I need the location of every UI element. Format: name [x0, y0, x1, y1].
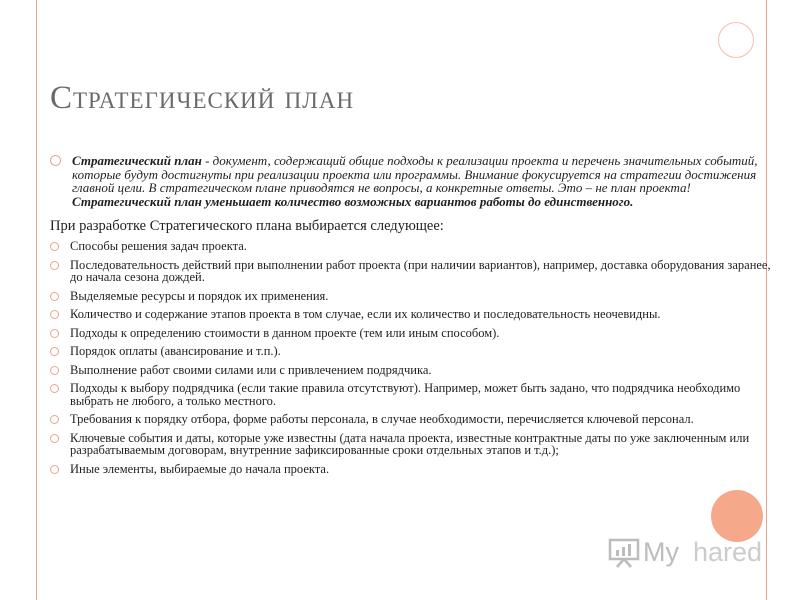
accent-circle — [711, 490, 763, 542]
list-item — [50, 259, 776, 284]
list-item — [50, 327, 776, 340]
selection-list — [50, 240, 776, 475]
list-item-text: Количество и содержание этапов проекта в том случае, если их количество и последовательность неочевидны. — [70, 307, 661, 321]
circle-bullet-icon — [50, 366, 59, 375]
list-item — [50, 290, 776, 303]
list-item — [50, 240, 776, 253]
list-item-text: Подходы к определению стоимости в данном проекте (тем или иным способом). — [70, 325, 500, 340]
list-item-text: Ключевые события и даты, которые уже известны (дата начала проекта, известные контрактные даты по уже заключенным или разрабатываемым договорам, внутренние зафиксированные сроки отдельных этапов и т.д.); — [70, 430, 750, 457]
left-border-line — [36, 0, 37, 600]
circle-bullet-icon — [50, 261, 59, 270]
list-item-text: Подходы к выбору подрядчика (если такие правила отсутствуют). Например, может быть задано, что подрядчика необходимо выбрать не любого, а только местного. — [70, 381, 741, 408]
circle-bullet-icon — [50, 292, 59, 301]
circle-bullet-icon — [50, 329, 59, 338]
presentation-board-icon — [607, 538, 641, 568]
circle-bullet-icon — [50, 347, 59, 356]
circle-bullet-icon — [50, 434, 59, 443]
watermark-prefix: My — [643, 537, 679, 567]
list-item-text: Последовательность действий при выполнении работ проекта (при наличии вариантов), например, доставка оборудования заранее, до начала сезона дождей. — [70, 257, 771, 284]
slide-title: Стратегический план — [50, 80, 355, 116]
list-item-text: Иные элементы, выбираемые до начала проекта. — [70, 461, 330, 476]
circle-bullet-icon — [50, 415, 59, 424]
list-item — [50, 463, 776, 476]
list-item — [50, 364, 776, 377]
list-item — [50, 382, 776, 407]
list-item-text: Требования к порядку отбора, форме работы персонала, в случае необходимости, перечисляется ключевой персонал. — [70, 412, 694, 426]
circle-bullet-icon — [50, 310, 59, 319]
lead-emphasis: Стратегический план уменьшает количество возможных вариантов работы до единственного. — [72, 193, 634, 209]
lead-paragraph — [50, 154, 776, 208]
list-item — [50, 432, 776, 457]
circle-bullet-icon — [50, 384, 59, 393]
watermark-logo — [607, 537, 762, 568]
list-item-text: Выделяемые ресурсы и порядок их применения. — [70, 288, 329, 303]
circle-bullet-icon — [50, 155, 61, 166]
lead-text — [72, 154, 776, 208]
list-item — [50, 308, 776, 321]
circle-bullet-icon — [50, 242, 59, 251]
decorative-circle — [718, 22, 754, 58]
lead-term: Стратегический план — [72, 153, 202, 168]
list-item — [50, 345, 776, 358]
list-item-text: Выполнение работ своими силами или с привлечением подрядчика. — [70, 362, 432, 377]
slide-content — [50, 154, 776, 475]
intro-text: При разработке Стратегического плана выбирается следующее: — [50, 218, 444, 234]
watermark-suffix: hared — [693, 537, 763, 567]
list-item-text: Способы решения задач проекта. — [70, 239, 247, 253]
list-item-text: Порядок оплаты (авансирование и т.п.). — [70, 344, 281, 358]
list-item — [50, 413, 776, 426]
lead-body: - документ, содержащий общие подходы к реализации проекта и перечень значительных событий, которые будут достигнуты при реализации проекта или программы. Внимание фокусируется на стратегии достижения главной цели. В стратегическом плане приводятся не вопросы, а конкретные ответы. Это – не план проекта! — [72, 153, 758, 195]
circle-bullet-icon — [50, 465, 59, 474]
